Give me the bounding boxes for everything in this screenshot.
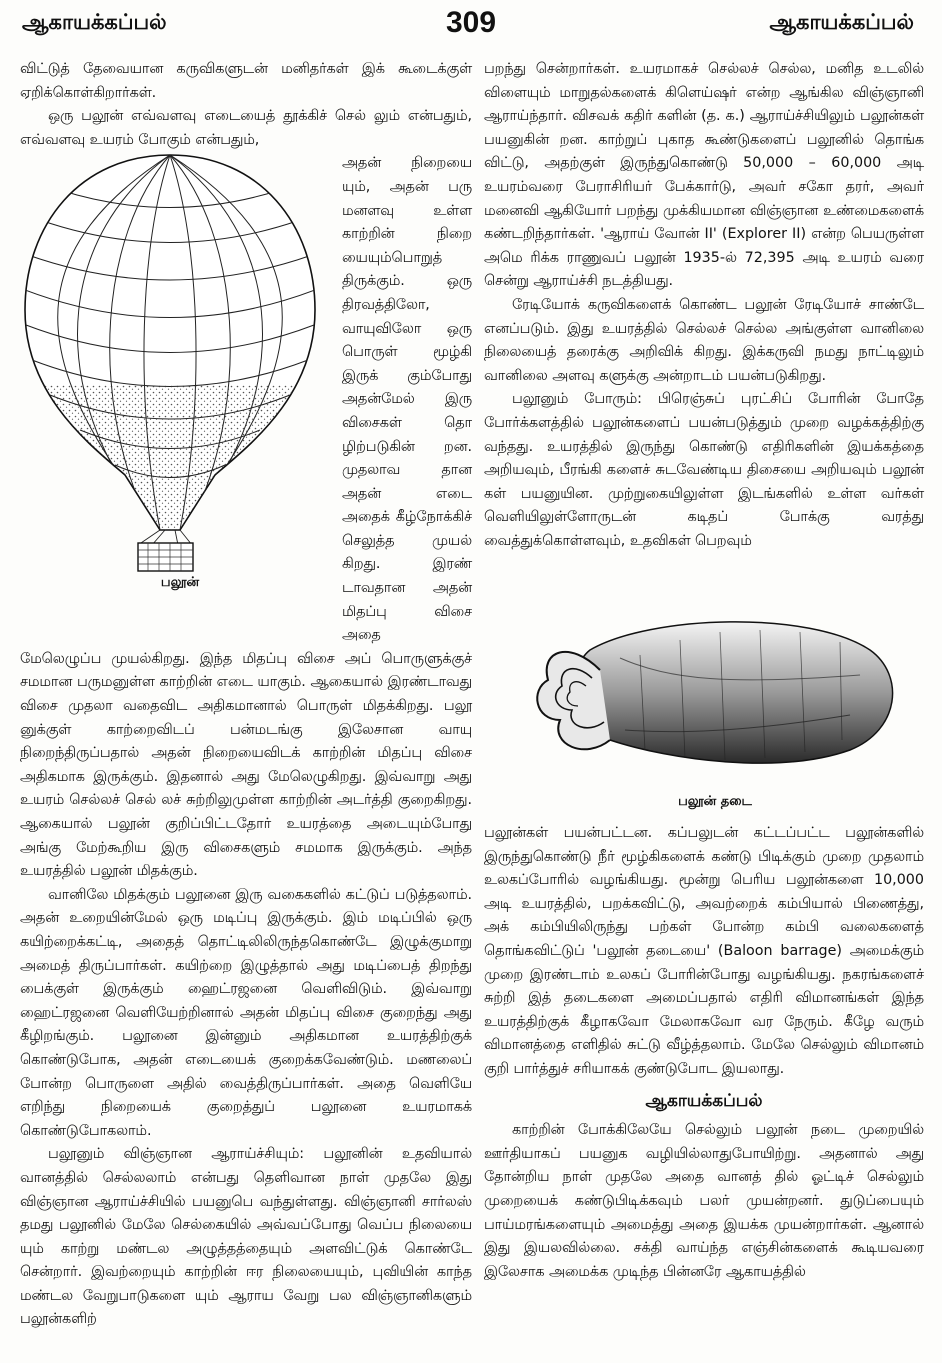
right-paragraph-2: ரேடியோக் கருவிகளைக் கொண்ட பலூன் ரேடியோச் சாண்டே எனப்படும். இது உயரத்தில் செல்லச் செல்ல அங்குள்ள வானிலை நிலையைத் தரைக்கு அறிவிக் கிறது. இக்கருவி நமது நாட்டிலும் வானிலை அளவு களுக்கு அன்றாடம் பயன்படுகிறது. (484, 296, 924, 384)
right-paragraph-3: பலூனும் போரும்: பிரெஞ்சுப் புரட்சிப் போரின் போதே போர்க்களத்தில் பலூன்களைப் பயன்படுத்தும் முறை வழக்கத்திற்கு வந்தது. உயரத்தில் இருந்து கொண்டு எதிரிகளின் இயக்கத்தை அறியவும், பீரங்கி களைச் சுடவேண்டிய திசையை அறியவும் பலூன் கள் பயனுயின. முற்றுகையிலுள்ள இடங்களில் உள்ள வர்கள் வெளியிலுள்ளோருடன் கடிதப் போக்கு வரத்து வைத்துக்கொள்ளவும், உதவிகள் பெறவும் (484, 391, 924, 549)
barrage-caption: பலூன் தடை (678, 794, 752, 809)
left-paragraph-3: வானிலே மிதக்கும் பலூனை இரு வகைகளில் கட்டுப் படுத்தலாம். அதன் உறையின்மேல் ஒரு மடிப்பு இருக்கும். இம் மடிப்பில் ஒரு கயிற்றைக்கட்டி, அதைத் தொட்டிலிலிருந்தகொண்டே இழுக்குமாறு அமைத் திருப்பார்கள். கயிற்றை இழுத்தால் அது மடிப்பைத் திறந்து பைக்குள் இருக்கும் ஹைட்ரஜனை வெளிவிடும். இவ்வாறு ஹைட்ரஜனை வெளியேற்றினால் அதன் மிதப்பு விசை குறைந்து அது கீழிறங்கும். பலூனை இன்னும் அதிகமான உயரத்திற்குக் கொண்டுபோக, அதன் எடையைக் குறைக்கவேண்டும். மணலைப் போன்ற பொருளை அதில் வைத்திருப்பார்கள். அதை வெளியே எறிந்து நிறையைக் குறைத்துப் பலூனை உயரமாகக் கொண்டுபோகலாம். (20, 886, 472, 1139)
running-head-left: ஆகாயக்கப்பல் (22, 10, 167, 34)
left-paragraph-2-wrap: அதன் நிறையை யும், அதன் பரு மனளவு உள்ள காற்றின் நிறை யையும்பொறுத் திருக்கும். ஒரு திரவத்திலோ, வாயுவிலோ ஒரு பொருள் மூழ்கி இருக் கும்போது அதன்மேல் இரு விசைகள் தொ ழிற்படுகின் றன. முதலாவ தான அதன் எடை அதைக் கீழ்நோக்கிச் செலுத்த முயல் கிறது. இரண் டாவதான அதன் மிதப்பு விசை அதை (342, 155, 472, 644)
right-paragraph-4: பலூன்கள் பயன்பட்டன. கப்பலுடன் கட்டப்பட்ட பலூன்களில் இருந்துகொண்டு நீர் மூழ்கிகளைக் கண்டு பிடிக்கும் முறை முதலாம் உலகப்போரில் வழங்கியது. மூன்று பெரிய பலூன்களை 10,000 அடி உயரத்தில், பறக்கவிட்டு, அவற்றைக் கம்பியால் பிணைத்து, அக் கம்பியிலிருந்து பற்கள் போன்ற கம்பி வலைகளைத் தொங்கவிட்டுப் 'பலூன் தடையை' (Baloon barrage) அமைக்கும் முறை இரண்டாம் உலகப் போரின்போது வழங்கியது. நகரங்களைச் சுற்றி இத் தடைகளை அமைப்பதால் எதிரி விமானங்கள் இந்த உயரத்திற்குக் கீழாகவோ மேலாகவோ வர நேரும். கீழே வரும் விமானத்தை எளிதில் சுட்டு வீழ்த்தலாம். மேலே செல்லும் விமானம் குறி பார்த்துச் சரியாகக் குண்டுபோட இயலாது. (484, 825, 924, 1077)
left-paragraph-1: விட்டுத் தேவையான கருவிகளுடன் மனிதர்கள் இக் கூடைக்குள் ஏறிக்கொள்கிறார்கள். (20, 61, 472, 101)
left-paragraph-4: பலூனும் விஞ்ஞான ஆராய்ச்சியும்: பலூனின் உதவியால் வானத்தில் செல்லலாம் என்பது தெளிவான நாள் முதலே இது விஞ்ஞான ஆராய்ச்சியில் பயனுபெ வந்துள்ளது. விஞ்ஞானி சார்லஸ் தமது பலூனில் மேலே செல்கையில் அவ்வப்போது வெப்ப நிலையை யும் காற்று மண்டல அழுத்தத்தையும் அளவிட்டுக் கொண்டே சென்றார். இவற்றையும் காற்றின் ஈர நிலையையும், புவியின் காந்த மண்டல வேறுபாடுகளை யும் ஆராய வேறு பல விஞ்ஞானிகளும் பலூன்களிற் (20, 1146, 472, 1328)
right-column-top (484, 58, 924, 553)
balloon-caption: பலூன் (160, 575, 200, 590)
section-heading-airship: ஆகாயக்கப்பல் (645, 1090, 763, 1111)
balloon-illustration (20, 145, 320, 615)
left-paragraph-2-rest: மேலெழுப்ப முயல்கிறது. இந்த மிதப்பு விசை அப் பொருளுக்குச் சமமான பருமனுள்ள காற்றின் எடை யாகும். ஆகையால் இரண்டாவது விசை முதலா வதைவிட அதிகமானால் பொருள் மிதக்கிறது. பலூ னுக்குள் காற்றைவிடப் பன்மடங்கு இலேசான வாயு நிறைந்திருப்பதால் அதன் நிறையைவிடக் காற்றின் மிதப்பு விசை அதிகமாக இருக்கும். இதனால் அது மேலெழுகிறது. இவ்வாறு அது உயரம் செல்லச் செல் லச் சுற்றிலுமுள்ள காற்றின் அடர்த்தி குறைகிறது. ஆகையால் பலூன் குறிப்பிட்டதோர் உயரத்தை அடையும்போது அங்கு மேற்கூறிய இரு விசைகளும் சமமாக இருக்கும். அந்த உயரத்தில் பலூன் மிதக்கும். (20, 650, 472, 880)
barrage-balloon-illustration (530, 610, 900, 790)
right-column-bottom (484, 822, 924, 1284)
running-head-right: ஆகாயக்கப்பல் (769, 10, 914, 34)
page-number: 309 (445, 6, 497, 39)
left-paragraph-2-lead: ஒரு பலூன் எவ்வளவு எடையைத் தூக்கிச் செல் லும் என்பதும், எவ்வளவு உயரம் போகும் என்பதும், (20, 108, 472, 148)
right-paragraph-5: காற்றின் போக்கிலேயே செல்லும் பலூன் நடை முறையில் ஊர்தியாகப் பயனுக வழியில்லாதுபோயிற்று. அதனால் அது தோன்றிய நாள் முதலே அதை வானத் தில் ஓட்டிச் செல்லும் முறையைக் கண்டுபிடிக்கவும் பலர் முயன்றனர். துடுப்பையும் பாய்மரங்களையும் அமைத்து அதை இயக்க முயன்றார்கள். ஆனால் இது இயலவில்லை. சக்தி வாய்ந்த எஞ்சின்களைக் கூடியவரை இலேசாக அமைக்க முடிந்த பின்னரே ஆகாயத்தில் (484, 1122, 924, 1280)
right-paragraph-1: பறந்து சென்றார்கள். உயரமாகச் செல்லச் செல்ல, மனித உடலில் விளையும் மாறுதல்களைக் கிளெய்ஷர் என்ற ஆங்கில விஞ்ஞானி ஆராய்ந்தார். விசவக் கதிர் களின் (த. க.) ஆராய்ச்சியிலும் பலூன்கள் பயனுகின் றன. காற்றுப் புகாத கூண்டுகளைப் பலூனில் தொங்க விட்டு, அதற்குள் இருந்துகொண்டு 50,000 – 60,000 அடி உயரம்வரை பேராசிரியர் பேக்கார்டு, அவர் சகோ தரர், அவர் மனைவி ஆகியோர் பறந்து முக்கியமான விஞ்ஞான உண்மைகளைக் கண்டறிந்தார்கள். 'ஆராய் வோன் II' (Explorer II) என்ற பெயருள்ள அமெ ரிக்க ராணுவப் பலூன் 1935-ல் 72,395 அடி உயரம் வரை சென்று ஆராய்ச்சி நடத்தியது. (484, 61, 924, 290)
